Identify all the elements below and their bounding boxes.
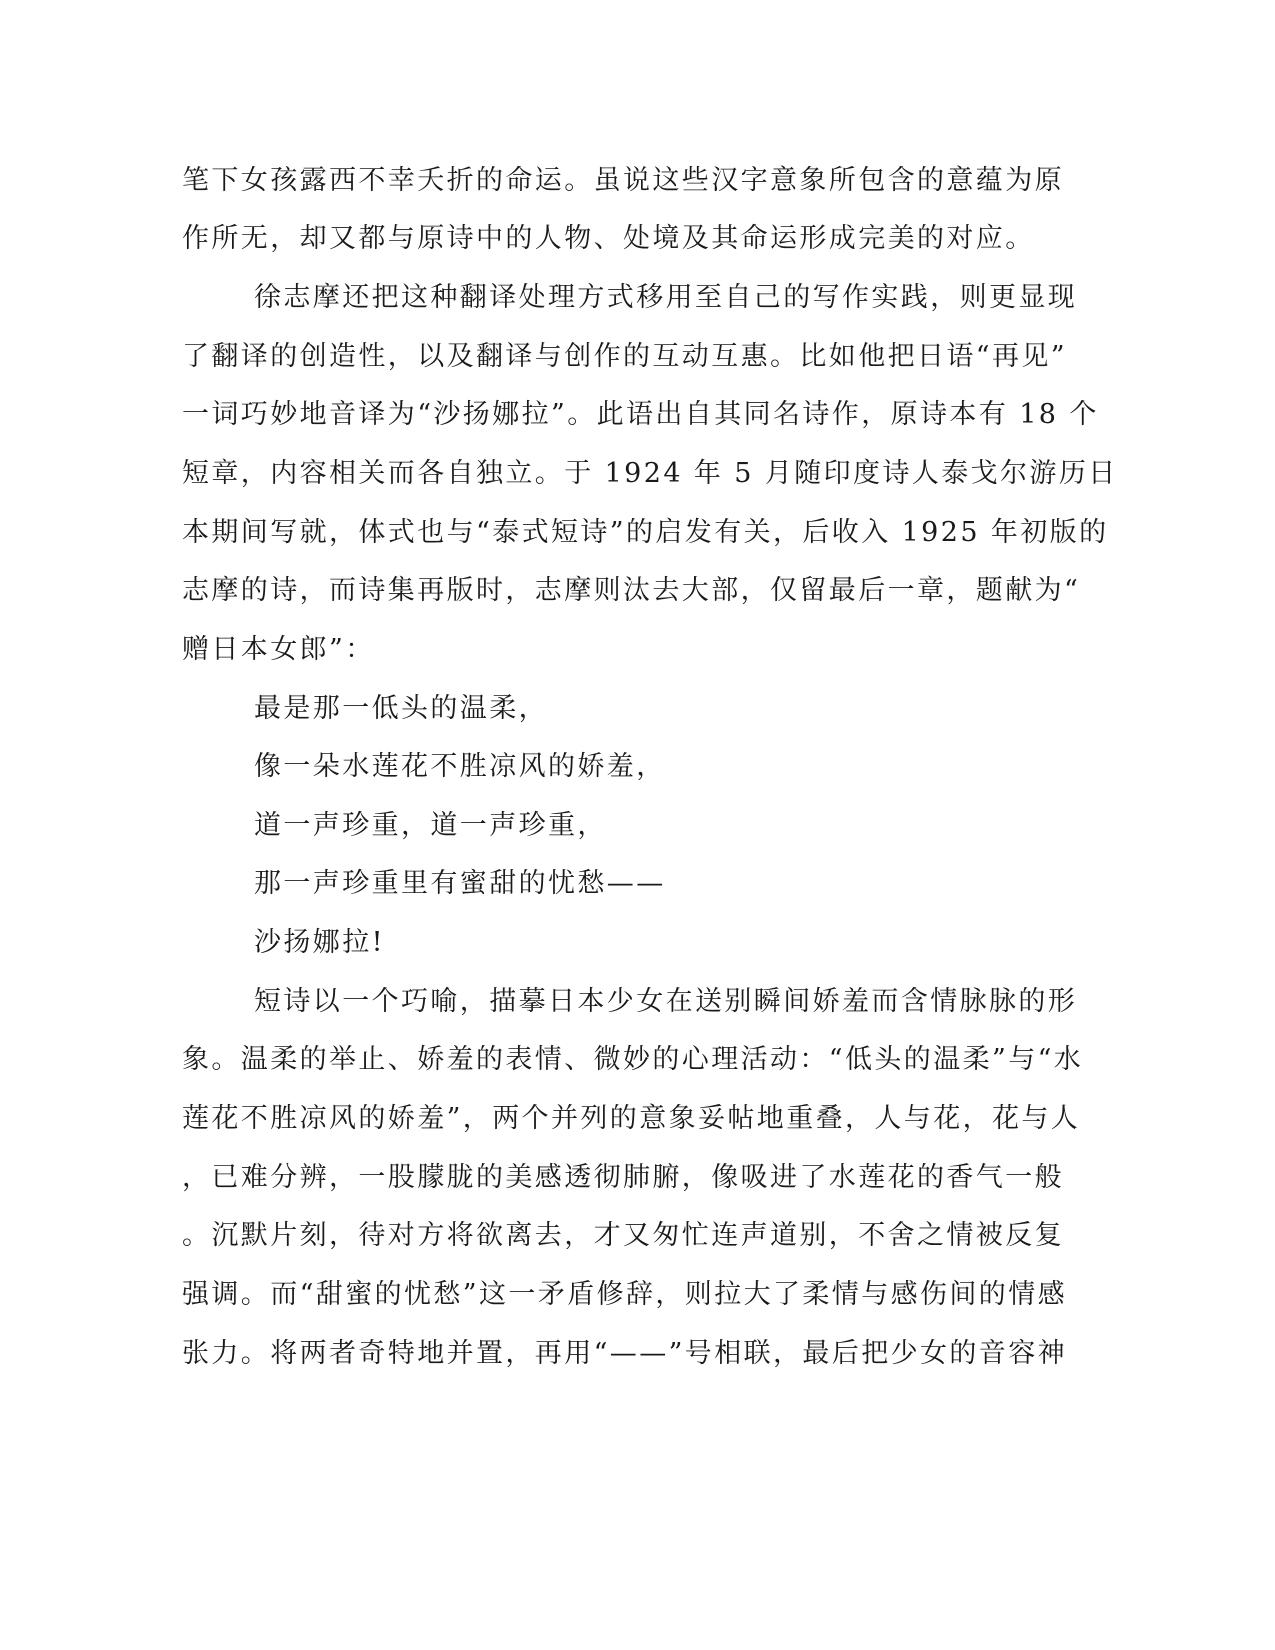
paragraph-line: 了翻译的创造性，以及翻译与创作的互动互惠。比如他把日语“再见” — [182, 341, 1068, 372]
poem-line: 最是那一低头的温柔， — [254, 693, 548, 724]
paragraph-line: 莲花不胜凉风的娇羞”，两个并列的意象妥帖地重叠，人与花，花与人 — [182, 1103, 1081, 1134]
paragraph-line: 志摩的诗，而诗集再版时，志摩则汰去大部，仅留最后一章，题献为“ — [182, 575, 1081, 606]
poem-line: 道一声珍重，道一声珍重， — [254, 810, 607, 841]
poem-line: 像一朵水莲花不胜凉风的娇羞， — [254, 751, 666, 782]
paragraph-line: 本期间写就，体式也与“泰式短诗”的启发有关，后收入 1925 年初版的 — [182, 517, 1109, 548]
paragraph-line: 赠日本女郎”： — [182, 634, 375, 665]
paragraph-line: 象。温柔的举止、娇羞的表情、微妙的心理活动：“低头的温柔”与“水 — [182, 1044, 1084, 1075]
poem-line: 沙扬娜拉! — [254, 927, 385, 958]
paragraph-line: 一词巧妙地音译为“沙扬娜拉”。此语出自其同名诗作，原诗本有 18 个 — [182, 399, 1099, 430]
paragraph-line: 张力。将两者奇特地并置，再用“——”号相联，最后把少女的音容神 — [182, 1338, 1068, 1369]
paragraph-line: 强调。而“甜蜜的忧愁”这一矛盾修辞，则拉大了柔情与感伤间的情感 — [182, 1279, 1068, 1310]
paragraph-line: 徐志摩还把这种翻译处理方式移用至自己的写作实践，则更显现 — [254, 282, 1078, 313]
paragraph-line: 笔下女孩露西不幸夭折的命运。虽说这些汉字意象所包含的意蕴为原 — [182, 165, 1064, 196]
poem-line: 那一声珍重里有蜜甜的忧愁—— — [254, 868, 666, 899]
paragraph-line: 短诗以一个巧喻，描摹日本少女在送别瞬间娇羞而含情脉脉的形 — [254, 986, 1078, 1017]
paragraph-line: 短章，内容相关而各自独立。于 1924 年 5 月随印度诗人泰戈尔游历日 — [182, 458, 1118, 489]
paragraph-line: 作所无，却又都与原诗中的人物、处境及其命运形成完美的对应。 — [182, 223, 1035, 254]
paragraph-line: ，已难分辨，一股朦胧的美感透彻肺腑，像吸进了水莲花的香气一般 — [182, 1162, 1064, 1193]
paragraph-line: 。沉默片刻，待对方将欲离去，才又匆忙连声道别，不舍之情被反复 — [182, 1220, 1064, 1251]
